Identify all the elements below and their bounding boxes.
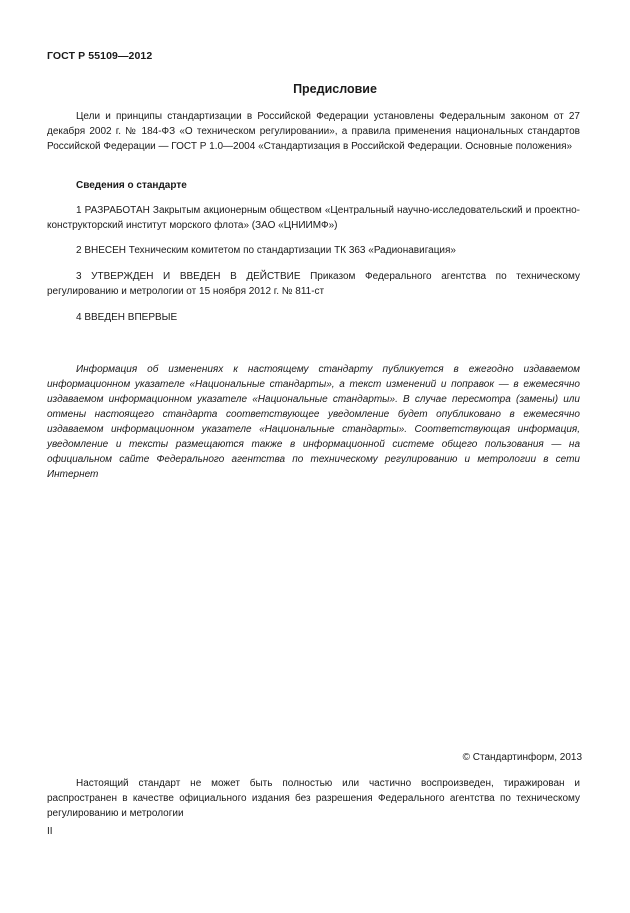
info-item-3: 3 УТВЕРЖДЕН И ВВЕДЕН В ДЕЙСТВИЕ Приказом Федерального агентства по техническому регулированию и метрологии от 15 ноября 2012 г. № 811-ст xyxy=(47,271,580,297)
copyright: © Стандартинформ, 2013 xyxy=(462,752,582,763)
info-item-4: 4 ВВЕДЕН ВПЕРВЫЕ xyxy=(76,312,178,323)
page-number: II xyxy=(47,826,53,837)
document-id: ГОСТ Р 55109—2012 xyxy=(47,50,153,62)
page-title: Предисловие xyxy=(293,82,377,96)
intro-paragraph: Цели и принципы стандартизации в Российской Федерации установлены Федеральным законом от 27 декабря 2002 г. № 184-ФЗ «О техническом регулировании», а правила применения национальных стандартов Российской Федерации — ГОСТ Р 1.0—2004 «Стандартизация в Российской Федерации. Основные положения» xyxy=(47,111,580,152)
info-item-2: 2 ВНЕСЕН Техническим комитетом по стандартизации ТК 363 «Радионавигация» xyxy=(76,245,456,256)
title-wrapper xyxy=(0,80,630,98)
amendments-notice: Информация об изменениях к настоящему стандарту публикуется в ежегодно издаваемом информационном указателе «Национальные стандарты», а текст изменений и поправок — в ежемесячно издаваемом информационном указателе «Национальные стандарты». В случае пересмотра (замены) или отмены настоящего стандарта соответствующее уведомление будет опубликовано в ежемесячно издаваемом информационном указателе «Национальные стандарты». Соответствующая информация, уведомление и тексты размещаются также в информационной системе общего пользования — на официальном сайте Федерального агентства по техническому регулированию и метрологии в сети Интернет xyxy=(47,364,580,480)
reproduction-notice: Настоящий стандарт не может быть полностью или частично воспроизведен, тиражирован и распространен в качестве официального издания без разрешения Федерального агентства по техническому регулированию и метрологии xyxy=(47,778,580,819)
info-heading: Сведения о стандарте xyxy=(76,180,187,191)
info-item-1: 1 РАЗРАБОТАН Закрытым акционерным обществом «Центральный научно-исследовательский и проектно-конструкторский институт морского флота» (ЗАО «ЦНИИМФ») xyxy=(47,205,580,231)
